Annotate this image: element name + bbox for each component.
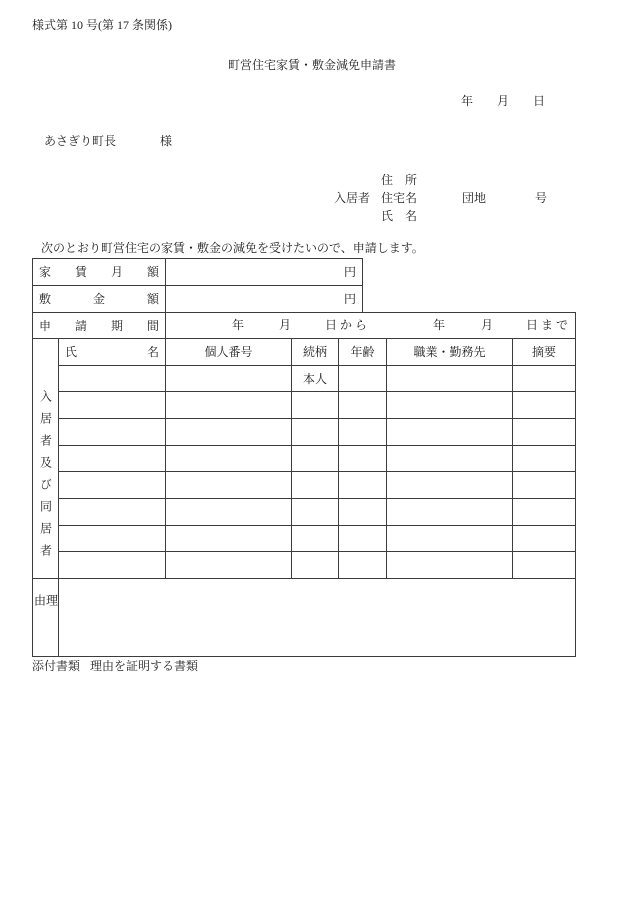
period-label: 申 請 期 間 [39, 318, 159, 333]
deposit-label-cell [32, 285, 166, 313]
date-day-label: 日 [533, 94, 546, 108]
resident-relationship-cell [291, 551, 339, 579]
resident-row [0, 471, 630, 499]
resident-occupation-cell [386, 418, 513, 446]
form-title: 町営住宅家賃・敷金減免申請書 [227, 58, 396, 72]
deposit-label: 敷 金 額 [39, 292, 159, 306]
resident-remarks-cell [512, 365, 576, 392]
resident-row [0, 551, 630, 579]
resident-my-number-cell [165, 525, 292, 552]
resident-relationship-cell [291, 391, 339, 419]
resident-occupation-cell [386, 391, 513, 419]
monthly-rent-label-cell [32, 258, 166, 286]
resident-relationship-cell: 本人 [291, 365, 339, 392]
resident-occupation-cell [386, 365, 513, 392]
applicant-unit-label: 号 [535, 191, 548, 205]
monthly-rent-label: 家 賃 月 額 [39, 265, 159, 279]
column-header-my-number: 個人番号 [165, 338, 292, 366]
resident-age-cell [338, 551, 387, 579]
resident-age-cell [338, 471, 387, 499]
period-to-year: 年 [433, 318, 446, 332]
resident-occupation-cell [386, 551, 513, 579]
period-from-month: 月 [279, 318, 292, 332]
resident-relationship-cell [291, 418, 339, 446]
resident-occupation-cell [386, 445, 513, 472]
applicant-estate-label: 団地 [462, 191, 487, 205]
resident-remarks-cell [512, 498, 576, 526]
period-to-month: 月 [481, 318, 494, 332]
resident-remarks-cell [512, 445, 576, 472]
resident-remarks-cell [512, 551, 576, 579]
reason-content-cell [58, 578, 576, 657]
column-header-remarks: 摘要 [512, 338, 576, 366]
period-to-day: 日まで [526, 318, 572, 332]
monthly-rent-unit: 円 [343, 265, 356, 279]
resident-age-cell [338, 365, 387, 392]
resident-row [0, 365, 630, 392]
column-header-name-cell [58, 338, 166, 366]
resident-remarks-cell [512, 391, 576, 419]
period-from-day: 日から [325, 318, 371, 332]
applicant-name-label: 氏 名 [381, 209, 418, 223]
resident-row [0, 391, 630, 419]
addressee-honorific: 様 [160, 134, 173, 148]
resident-row [0, 418, 630, 446]
resident-occupation-cell [386, 471, 513, 499]
resident-name-cell [58, 391, 166, 419]
period-value-cell [165, 312, 576, 339]
resident-age-cell [338, 445, 387, 472]
addressee-name: あさぎり町長 [44, 134, 117, 148]
intro-statement: 次のとおり町営住宅の家賃・敷金の減免を受けたいので、申請します。 [41, 241, 424, 255]
reason-label: 理由 [32, 594, 59, 628]
resident-age-cell [338, 498, 387, 526]
applicant-role-label: 入居者 [334, 191, 371, 205]
resident-name-cell [58, 498, 166, 526]
applicant-address-label: 住 所 [381, 173, 418, 187]
period-from-year: 年 [232, 318, 245, 332]
resident-relationship-cell [291, 445, 339, 472]
resident-relationship-cell [291, 525, 339, 552]
date-year-label: 年 [461, 94, 474, 108]
resident-relationship-cell [291, 498, 339, 526]
resident-my-number-cell [165, 365, 292, 392]
resident-my-number-cell [165, 391, 292, 419]
column-header-age: 年齢 [338, 338, 387, 366]
resident-my-number-cell [165, 498, 292, 526]
resident-my-number-cell [165, 445, 292, 472]
resident-occupation-cell [386, 525, 513, 552]
resident-relationship-cell [291, 471, 339, 499]
resident-name-cell [58, 418, 166, 446]
resident-name-cell [58, 551, 166, 579]
resident-name-cell [58, 525, 166, 552]
resident-remarks-cell [512, 418, 576, 446]
reason-label-cell [32, 578, 59, 657]
attachments-description: 理由を証明する書類 [90, 659, 199, 673]
resident-age-cell [338, 391, 387, 419]
resident-remarks-cell [512, 525, 576, 552]
period-label-cell [32, 312, 166, 339]
column-header-name: 氏 名 [65, 345, 159, 359]
column-header-relationship: 続柄 [291, 338, 339, 366]
resident-my-number-cell [165, 551, 292, 579]
resident-row [0, 525, 630, 552]
resident-my-number-cell [165, 471, 292, 499]
deposit-unit: 円 [343, 292, 356, 306]
applicant-housing-name-label: 住宅名 [381, 191, 418, 205]
residents-section-label: 入居者及び同居者 [38, 390, 53, 566]
resident-row [0, 445, 630, 472]
form-number: 様式第 10 号(第 17 条関係) [32, 18, 172, 32]
resident-occupation-cell [386, 498, 513, 526]
resident-name-cell [58, 445, 166, 472]
resident-age-cell [338, 525, 387, 552]
residents-header-row [0, 338, 630, 366]
resident-remarks-cell [512, 471, 576, 499]
resident-row [0, 498, 630, 526]
attachments-label: 添付書類 [32, 659, 81, 673]
resident-my-number-cell [165, 418, 292, 446]
resident-name-cell [58, 471, 166, 499]
resident-name-cell [58, 365, 166, 392]
monthly-rent-value-cell [165, 258, 363, 286]
column-header-occupation: 職業・勤務先 [386, 338, 513, 366]
deposit-value-cell [165, 285, 363, 313]
date-month-label: 月 [497, 94, 510, 108]
resident-age-cell [338, 418, 387, 446]
